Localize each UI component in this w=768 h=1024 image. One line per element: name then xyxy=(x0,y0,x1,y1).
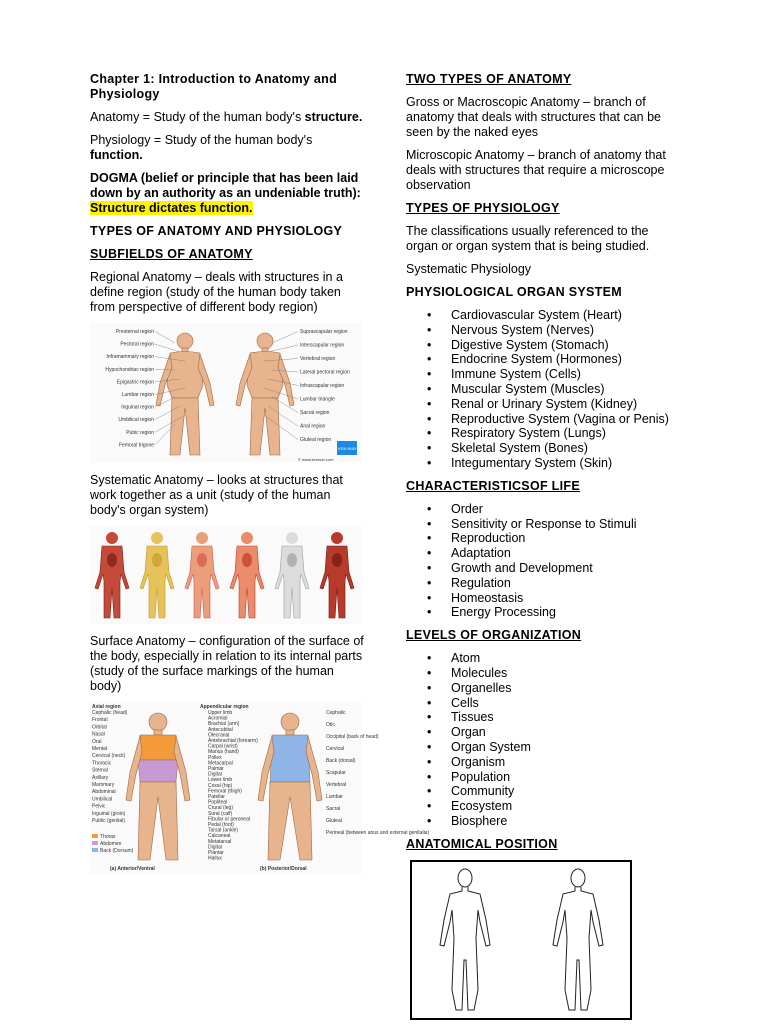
regional-label: Gluteal region xyxy=(300,437,332,443)
organ-system-item: • Integumentary System (Skin) xyxy=(406,456,681,471)
posterior-body-figure xyxy=(258,713,322,860)
surface-label: Femoral (thigh) xyxy=(208,788,242,795)
regional-label: Inguinal region xyxy=(121,404,154,411)
surface-label: Upper limb xyxy=(208,710,233,716)
surface-label: Perineal (between anus and external genitalia) xyxy=(326,830,430,836)
surface-label: Inguinal (groin) xyxy=(92,810,126,817)
regional-label: Lateral pectoral region xyxy=(300,369,350,376)
organ-mark xyxy=(107,553,117,567)
regional-label: Suprascapular region xyxy=(300,329,348,335)
organ-system-item: • Endocrine System (Hormones) xyxy=(406,352,681,367)
surface-label: Public (genital) xyxy=(92,818,126,824)
organ-system-heading: PHYSIOLOGICAL ORGAN SYSTEM xyxy=(406,285,622,299)
surface-label: Coxal (hip) xyxy=(208,782,233,789)
surface-label: Digital xyxy=(208,771,222,778)
surface-label: Umbilical xyxy=(92,796,113,803)
dogma-highlight: Structure dictates function. xyxy=(90,201,253,215)
legend-swatch xyxy=(92,848,98,852)
chapter-title: Chapter 1: Introduction to Anatomy and Physiology xyxy=(90,72,338,101)
organ-system-item: • Respiratory System (Lungs) xyxy=(406,426,681,441)
surface-label: Sternal xyxy=(92,767,108,774)
body-head xyxy=(286,532,298,544)
surface-label: Metatarsal xyxy=(208,838,232,845)
anatomy-def-bold: structure. xyxy=(304,110,363,124)
surface-label: Occipital (back of head) xyxy=(326,734,379,740)
surface-label: Vertebral xyxy=(326,782,347,788)
body-head xyxy=(331,532,343,544)
anatomical-position-figure xyxy=(410,860,632,1020)
legend-swatch xyxy=(92,834,98,838)
levels-heading: LEVELS OF ORGANIZATION xyxy=(406,628,582,643)
surface-label: Mammary xyxy=(92,782,115,788)
body-head xyxy=(106,532,118,544)
level-item: • Organ System xyxy=(406,740,681,755)
anatomical-position-heading: ANATOMICAL POSITION xyxy=(406,836,558,851)
surface-label: Gluteal xyxy=(326,818,342,824)
axial-region-title: Axial region xyxy=(92,704,121,710)
regional-label: Anal region xyxy=(300,423,326,430)
anatomy-def-prefix: Anatomy = Study of the human body's xyxy=(90,110,305,124)
level-item: • Organelles xyxy=(406,681,681,696)
surface-label: Manus (hand) xyxy=(208,749,239,756)
body-head xyxy=(241,532,253,544)
characteristic-item: • Homeostasis xyxy=(406,591,681,606)
surface-label: Mental xyxy=(92,746,108,752)
surface-label: Carpal (wrist) xyxy=(208,743,238,750)
surface-label: Scapular xyxy=(326,770,346,776)
surface-label: Sural (calf) xyxy=(208,810,233,817)
surface-label: Antecubital xyxy=(208,726,233,733)
surface-label: Pelvic xyxy=(92,803,106,810)
level-item: • Tissues xyxy=(406,710,681,725)
regional-anatomy-figure xyxy=(90,323,362,463)
systematic-physiology: Systematic Physiology xyxy=(406,262,532,276)
surface-label: Fibular or peroneal xyxy=(208,816,250,823)
levels-list xyxy=(406,651,681,829)
surface-label: Crural (leg) xyxy=(208,805,234,812)
regional-label: Presternal region xyxy=(115,329,154,335)
right-column xyxy=(406,72,681,1020)
kenhub-credit: © www.kenhub.com xyxy=(298,457,334,462)
legend-label: Thorax xyxy=(100,834,116,840)
surface-label: Antebrachial (forearm) xyxy=(208,738,258,744)
surface-label: Pedal (foot) xyxy=(208,822,234,828)
surface-label: Calcaneal xyxy=(208,833,231,840)
physiology-definition xyxy=(90,133,365,163)
surface-label: Lumbar xyxy=(326,794,343,800)
surface-left-labels xyxy=(92,710,128,824)
surface-label: Abdominal xyxy=(92,789,116,796)
characteristic-item: • Order xyxy=(406,502,681,517)
organ-system-body xyxy=(95,532,129,618)
characteristics-heading: CHARACTERISTICSOF LIFE xyxy=(406,478,580,493)
back-body-figure xyxy=(236,333,294,455)
surface-label: Palmar xyxy=(208,766,224,772)
level-item: • Population xyxy=(406,770,681,785)
regional-label: Infrascapular region xyxy=(300,383,345,389)
organ-system-item: • Digestive System (Stomach) xyxy=(406,338,681,353)
surface-label: Metacarpal xyxy=(208,760,233,767)
regional-label: Pubic region xyxy=(126,429,154,436)
types-heading: TYPES OF ANATOMY AND PHYSIOLOGY xyxy=(90,224,343,238)
characteristic-item: • Reproduction xyxy=(406,531,681,546)
surface-label: Cephalic xyxy=(326,710,346,716)
organ-system-item: • Renal or Urinary System (Kidney) xyxy=(406,397,681,412)
legend-label: Back (Dorsum) xyxy=(100,848,134,854)
surface-label: Brachial (arm) xyxy=(208,721,240,728)
surface-label: Cephalic (head) xyxy=(92,710,128,716)
organ-mark xyxy=(332,553,342,567)
characteristic-item: • Sensitivity or Response to Stimuli xyxy=(406,517,681,532)
surface-label: Oral xyxy=(92,738,102,745)
two-types-heading: TWO TYPES OF ANATOMY xyxy=(406,72,572,86)
microscopic-anatomy-text: Microscopic Anatomy – branch of anatomy that deals with structures that require a microscope observation xyxy=(406,148,666,192)
leader-line xyxy=(155,344,180,352)
surface-anatomy-figure xyxy=(90,702,430,874)
caption-anterior: (a) Anterior/Ventral xyxy=(110,866,155,872)
characteristics-list xyxy=(406,502,681,620)
organ-mark xyxy=(242,553,252,567)
surface-label: Cervical xyxy=(326,746,345,752)
surface-mid-labels xyxy=(208,710,258,862)
level-item: • Organ xyxy=(406,725,681,740)
organ-system-bodies xyxy=(95,532,354,618)
body-head xyxy=(151,532,163,544)
level-item: • Community xyxy=(406,784,681,799)
organ-mark xyxy=(287,553,297,567)
types-physiology-heading: TYPES OF PHYSIOLOGY xyxy=(406,201,560,215)
left-column xyxy=(90,72,430,884)
caption-posterior: (b) Posterior/Dorsal xyxy=(260,866,307,872)
organ-system-body xyxy=(230,532,264,618)
surface-label: Frontal xyxy=(92,717,108,724)
characteristic-item: • Growth and Development xyxy=(406,561,681,576)
leader-line xyxy=(268,345,298,352)
gross-anatomy-text: Gross or Macroscopic Anatomy – branch of anatomy that deals with structures that can be seen by the naked eyes xyxy=(406,95,661,139)
classification-text: The classifications usually referenced to the organ or organ system that is being studied. xyxy=(406,224,650,253)
organ-system-item: • Skeletal System (Bones) xyxy=(406,441,681,456)
surface-label: Sacral xyxy=(326,806,341,812)
subfields-heading: SUBFIELDS OF ANATOMY xyxy=(90,247,253,261)
legend-label: Abdomen xyxy=(100,841,122,847)
regional-label: Lumbar triangle xyxy=(300,396,335,403)
front-body-figure xyxy=(156,333,214,455)
organ-system-item: • Muscular System (Muscles) xyxy=(406,382,681,397)
characteristic-item: • Energy Processing xyxy=(406,605,681,620)
regional-label: Inframammary region xyxy=(106,354,154,361)
level-item: • Cells xyxy=(406,696,681,711)
surface-legend xyxy=(92,834,134,854)
surface-label: Pollex xyxy=(208,754,222,761)
anatomy-definition xyxy=(90,110,365,125)
surface-label: Plantar xyxy=(208,850,224,856)
organ-system-body xyxy=(185,532,219,618)
regional-label: Umbilical region xyxy=(118,417,154,424)
physiology-def-prefix: Physiology = Study of the human body's xyxy=(90,133,313,147)
organ-mark xyxy=(197,553,207,567)
level-item: • Organism xyxy=(406,755,681,770)
surface-label: Nasal xyxy=(92,731,105,738)
organ-system-body xyxy=(275,532,309,618)
surface-label: Popliteal xyxy=(208,799,228,806)
leader-line xyxy=(155,332,175,344)
regional-anatomy-text: Regional Anatomy – deals with structures in a define region (study of the human body taken from perspective of different body region) xyxy=(90,270,343,314)
physiology-def-bold: function. xyxy=(90,148,143,162)
dogma-statement xyxy=(90,171,365,216)
characteristic-item: • Regulation xyxy=(406,576,681,591)
regional-label: Epigastric region xyxy=(116,379,154,386)
organ-system-list xyxy=(406,308,681,471)
legend-swatch xyxy=(92,841,98,845)
appendicular-region-title: Appendicular region xyxy=(200,704,249,710)
regional-label: Interscapular region xyxy=(300,342,345,349)
organ-system-item: • Immune System (Cells) xyxy=(406,367,681,382)
regional-label: Sacral region xyxy=(300,410,330,416)
surface-anatomy-text: Surface Anatomy – configuration of the surface of the body, especially in relation to its internal parts (study of the surface markings of the human body) xyxy=(90,634,364,693)
organ-system-item: • Nervous System (Nerves) xyxy=(406,323,681,338)
surface-label: Hallux xyxy=(208,855,222,862)
characteristic-item: • Adaptation xyxy=(406,546,681,561)
organ-system-body xyxy=(320,532,354,618)
surface-label: Lower limb xyxy=(208,777,233,784)
leader-line xyxy=(272,332,298,344)
level-item: • Atom xyxy=(406,651,681,666)
regional-label: Pectoral region xyxy=(120,341,154,348)
systematic-anatomy-figure xyxy=(90,526,362,624)
surface-label: Otic xyxy=(326,722,335,728)
organ-system-body xyxy=(140,532,174,618)
organ-mark xyxy=(152,553,162,567)
surface-label: Orbital xyxy=(92,724,107,731)
surface-label: Digital xyxy=(208,844,222,851)
dogma-prefix: DOGMA (belief or principle that has been laid down by an authority as an undeniable truth): xyxy=(90,171,361,200)
surface-label: Acromial xyxy=(208,715,228,722)
surface-label: Olecranal xyxy=(208,732,230,739)
regional-label: Hypochondriac region xyxy=(105,366,154,373)
level-item: • Molecules xyxy=(406,666,681,681)
level-item: • Ecosystem xyxy=(406,799,681,814)
regional-label: Lumbar region xyxy=(121,392,154,398)
surface-label: Cervical (neck) xyxy=(92,753,126,760)
systematic-anatomy-text: Systematic Anatomy – looks at structures that work together as a unit (study of the human body's organ system) xyxy=(90,473,343,517)
regional-label: Femoral trigone xyxy=(118,442,154,449)
anterior-body-figure xyxy=(126,713,190,860)
kenhub-badge-text: KEN HUB xyxy=(338,446,356,451)
surface-label: Thoracic xyxy=(92,760,112,767)
regional-label: Vertebral region xyxy=(300,356,336,362)
level-item: • Biosphere xyxy=(406,814,681,829)
organ-system-item: • Cardiovascular System (Heart) xyxy=(406,308,681,323)
surface-label: Tarsal (ankle) xyxy=(208,827,239,834)
surface-label: Patellar xyxy=(208,794,225,800)
surface-label: Back (dorsal) xyxy=(326,758,356,764)
surface-label: Axillary xyxy=(92,774,109,781)
organ-system-item: • Reproductive System (Vagina or Penis) xyxy=(406,412,681,427)
body-head xyxy=(196,532,208,544)
